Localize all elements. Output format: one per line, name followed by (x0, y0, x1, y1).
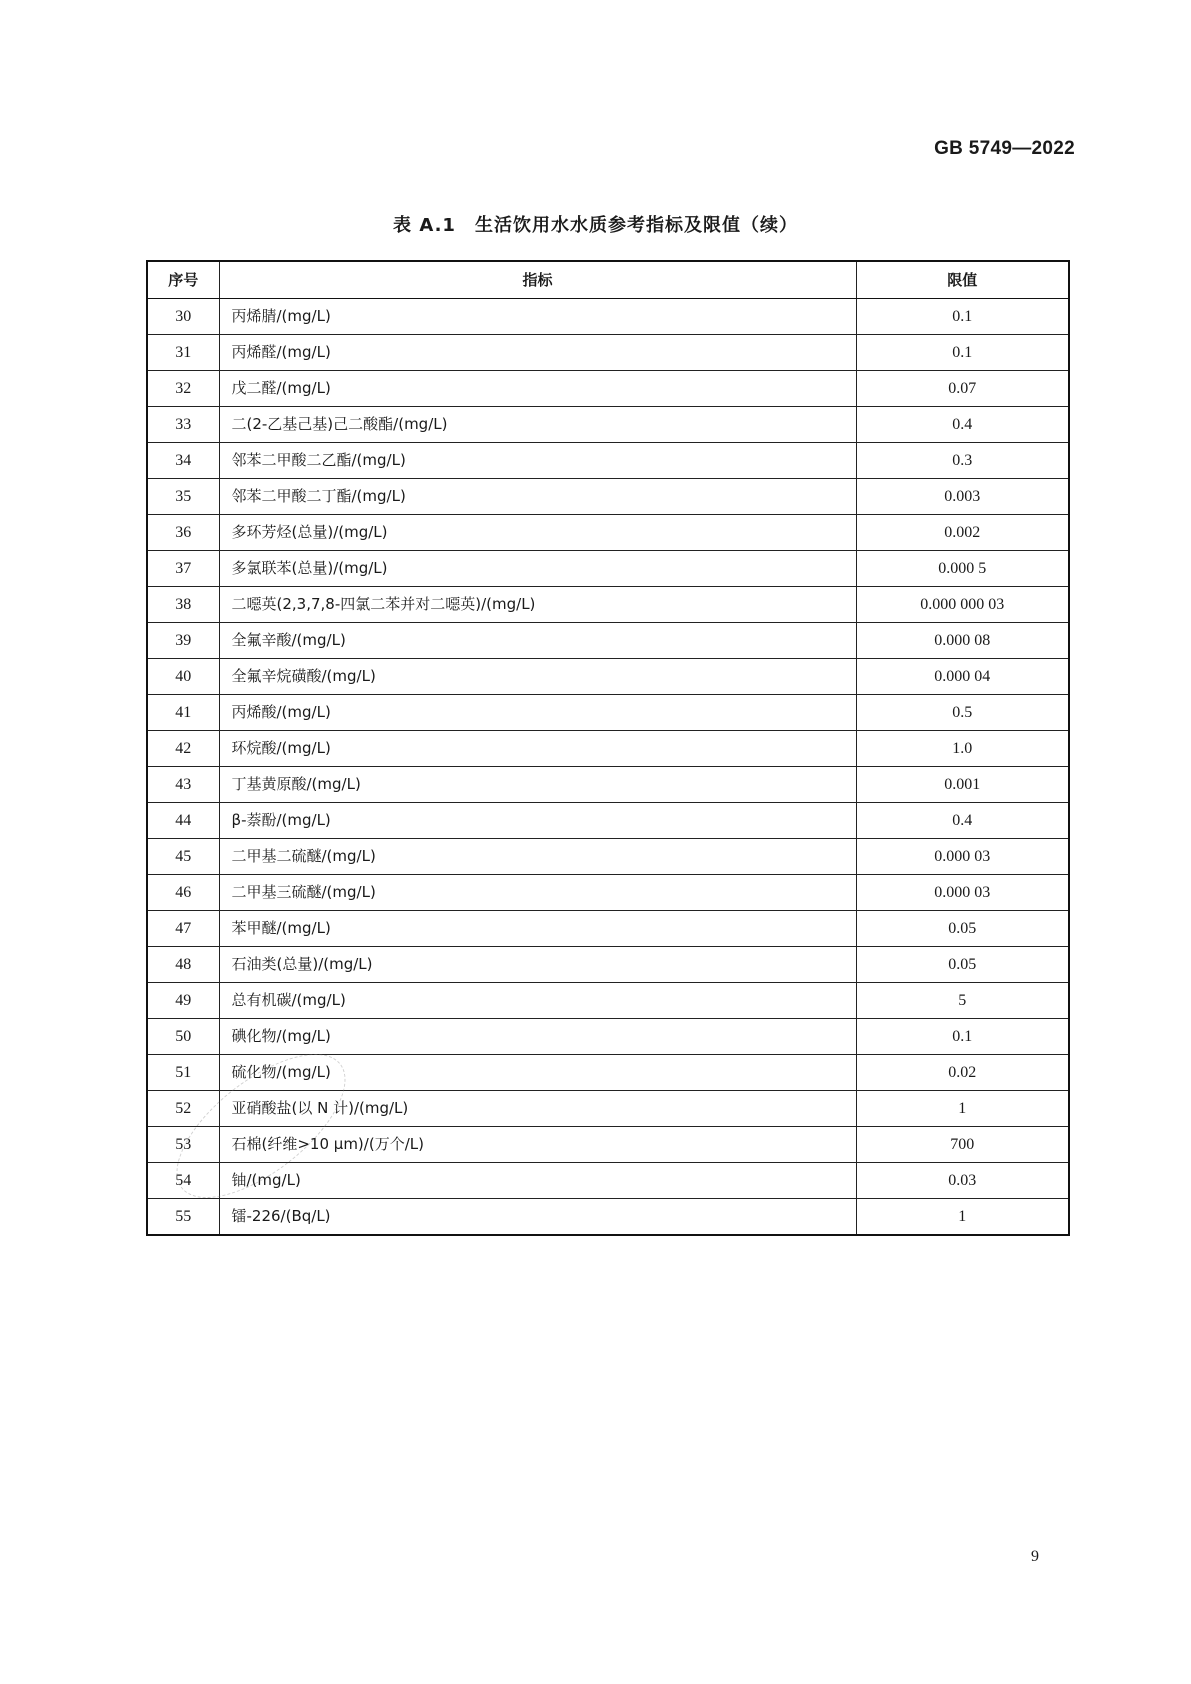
row-limit: 0.05 (856, 911, 1069, 947)
row-limit: 0.000 5 (856, 551, 1069, 587)
table-row (147, 1091, 1069, 1127)
row-limit: 0.000 03 (856, 839, 1069, 875)
row-indicator: 多氯联苯(总量)/(mg/L) (219, 551, 856, 587)
row-indicator: 石棉(纤维>10 μm)/(万个/L) (219, 1127, 856, 1163)
row-number: 49 (147, 983, 219, 1019)
table-row (147, 1127, 1069, 1163)
row-indicator: 二甲基三硫醚/(mg/L) (219, 875, 856, 911)
row-limit: 0.5 (856, 695, 1069, 731)
row-indicator: 总有机碳/(mg/L) (219, 983, 856, 1019)
row-number: 50 (147, 1019, 219, 1055)
row-number: 54 (147, 1163, 219, 1199)
row-indicator: 二甲基二硫醚/(mg/L) (219, 839, 856, 875)
reference-indicators-table (146, 260, 1070, 1236)
row-number: 39 (147, 623, 219, 659)
standard-code: GB 5749—2022 (934, 138, 1075, 159)
row-number: 32 (147, 371, 219, 407)
row-limit: 0.1 (856, 299, 1069, 335)
row-limit: 1 (856, 1091, 1069, 1127)
row-limit: 700 (856, 1127, 1069, 1163)
row-limit: 0.05 (856, 947, 1069, 983)
row-number: 38 (147, 587, 219, 623)
row-number: 45 (147, 839, 219, 875)
row-limit: 0.1 (856, 1019, 1069, 1055)
table-body (147, 299, 1069, 1236)
table-row (147, 299, 1069, 335)
row-limit: 1 (856, 1199, 1069, 1236)
table-row (147, 659, 1069, 695)
column-header-number: 序号 (147, 261, 219, 299)
row-limit: 0.07 (856, 371, 1069, 407)
column-header-indicator: 指标 (219, 261, 856, 299)
table-row (147, 407, 1069, 443)
row-number: 43 (147, 767, 219, 803)
table-row (147, 515, 1069, 551)
row-indicator: 环烷酸/(mg/L) (219, 731, 856, 767)
row-limit: 0.000 000 03 (856, 587, 1069, 623)
row-number: 42 (147, 731, 219, 767)
row-limit: 0.000 03 (856, 875, 1069, 911)
row-number: 37 (147, 551, 219, 587)
table-row (147, 803, 1069, 839)
table-row (147, 731, 1069, 767)
row-indicator: 丁基黄原酸/(mg/L) (219, 767, 856, 803)
row-indicator: 苯甲醚/(mg/L) (219, 911, 856, 947)
row-indicator: 邻苯二甲酸二丁酯/(mg/L) (219, 479, 856, 515)
row-indicator: 镭-226/(Bq/L) (219, 1199, 856, 1236)
table-row (147, 371, 1069, 407)
row-limit: 0.003 (856, 479, 1069, 515)
row-limit: 0.3 (856, 443, 1069, 479)
row-number: 35 (147, 479, 219, 515)
row-limit: 0.000 04 (856, 659, 1069, 695)
table-row (147, 479, 1069, 515)
table-row (147, 947, 1069, 983)
row-number: 55 (147, 1199, 219, 1236)
row-number: 36 (147, 515, 219, 551)
table-header-row (147, 261, 1069, 299)
row-number: 47 (147, 911, 219, 947)
row-indicator: 多环芳烃(总量)/(mg/L) (219, 515, 856, 551)
row-indicator: 二噁英(2,3,7,8-四氯二苯并对二噁英)/(mg/L) (219, 587, 856, 623)
row-limit: 0.02 (856, 1055, 1069, 1091)
table-row (147, 443, 1069, 479)
table-row (147, 983, 1069, 1019)
row-number: 48 (147, 947, 219, 983)
page-number: 9 (1031, 1548, 1039, 1565)
row-number: 53 (147, 1127, 219, 1163)
row-number: 46 (147, 875, 219, 911)
row-limit: 0.1 (856, 335, 1069, 371)
row-number: 41 (147, 695, 219, 731)
row-limit: 0.000 08 (856, 623, 1069, 659)
row-number: 40 (147, 659, 219, 695)
row-limit: 5 (856, 983, 1069, 1019)
row-limit: 0.002 (856, 515, 1069, 551)
table-row (147, 911, 1069, 947)
table-container (146, 260, 1068, 1236)
row-number: 30 (147, 299, 219, 335)
row-number: 51 (147, 1055, 219, 1091)
row-indicator: β-萘酚/(mg/L) (219, 803, 856, 839)
row-indicator: 碘化物/(mg/L) (219, 1019, 856, 1055)
table-row (147, 839, 1069, 875)
row-number: 34 (147, 443, 219, 479)
row-indicator: 丙烯醛/(mg/L) (219, 335, 856, 371)
table-row (147, 335, 1069, 371)
table-row (147, 767, 1069, 803)
row-number: 33 (147, 407, 219, 443)
row-indicator: 亚硝酸盐(以 N 计)/(mg/L) (219, 1091, 856, 1127)
row-indicator: 丙烯腈/(mg/L) (219, 299, 856, 335)
row-limit: 0.4 (856, 803, 1069, 839)
row-indicator: 戊二醛/(mg/L) (219, 371, 856, 407)
row-indicator: 丙烯酸/(mg/L) (219, 695, 856, 731)
row-indicator: 邻苯二甲酸二乙酯/(mg/L) (219, 443, 856, 479)
table-row (147, 1199, 1069, 1236)
column-header-limit: 限值 (856, 261, 1069, 299)
row-limit: 1.0 (856, 731, 1069, 767)
row-indicator: 硫化物/(mg/L) (219, 1055, 856, 1091)
table-row (147, 551, 1069, 587)
table-row (147, 1019, 1069, 1055)
row-indicator: 全氟辛烷磺酸/(mg/L) (219, 659, 856, 695)
table-row (147, 1163, 1069, 1199)
table-row (147, 623, 1069, 659)
row-indicator: 石油类(总量)/(mg/L) (219, 947, 856, 983)
row-indicator: 铀/(mg/L) (219, 1163, 856, 1199)
table-row (147, 695, 1069, 731)
row-limit: 0.001 (856, 767, 1069, 803)
row-number: 31 (147, 335, 219, 371)
row-limit: 0.03 (856, 1163, 1069, 1199)
row-limit: 0.4 (856, 407, 1069, 443)
row-indicator: 二(2-乙基己基)己二酸酯/(mg/L) (219, 407, 856, 443)
row-number: 44 (147, 803, 219, 839)
row-indicator: 全氟辛酸/(mg/L) (219, 623, 856, 659)
table-title: 表 A.1 生活饮用水水质参考指标及限值（续） (393, 215, 798, 236)
table-row (147, 1055, 1069, 1091)
table-row (147, 875, 1069, 911)
row-number: 52 (147, 1091, 219, 1127)
table-row (147, 587, 1069, 623)
